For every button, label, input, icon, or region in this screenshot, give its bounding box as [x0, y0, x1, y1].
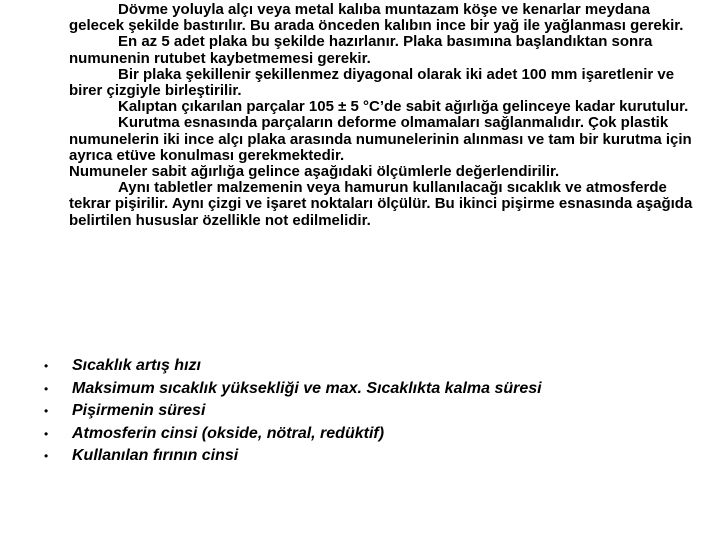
- list-item: [0, 445, 720, 468]
- bullet-icon: •: [44, 426, 49, 441]
- paragraph-1: Dövme yoluyla alçı veya metal kalıba muntazam köşe ve kenarlar meydana gelecek şekilde bastırılır. Bu arada önceden kalıbın ince bir yağ ile yağlanması gerekir.: [69, 1, 684, 35]
- paragraph-4: Kalıptan çıkarılan parçalar 105 ± 5 °C’de sabit ağırlığa gelinceye kadar kurutulur.: [118, 98, 689, 116]
- bullet-text: Atmosferin cinsi (okside, nötral, redüktif): [72, 424, 385, 442]
- bullet-text: Pişirmenin süresi: [72, 402, 206, 419]
- bullet-text: Sıcaklık artış hızı: [72, 357, 201, 374]
- paragraph-7: Aynı tabletler malzemenin veya hamurun kullanılacağı sıcaklık ve atmosferde tekrar pişirilir. Aynı çizgi ve işaret noktaları ölçülür. Bu ikinci pişirme esnasında aşağıda belirtilen hususlar özellikle not edilmelidir.: [69, 179, 693, 229]
- list-item: [0, 400, 720, 423]
- list-item: [0, 355, 720, 378]
- paragraph-2: En az 5 adet plaka bu şekilde hazırlanır. Plaka basımına başlandıktan sonra numunenin rutubet kaybetmemesi gerekir.: [69, 33, 653, 67]
- list-item: [0, 423, 720, 446]
- paragraph-3: Bir plaka şekillenir şekillenmez diyagonal olarak iki adet 100 mm işaretlenir ve birer çizgiyle birleştirilir.: [69, 65, 675, 100]
- paragraph-5: Kurutma esnasında parçaların deforme olmamaları sağlanmalıdır. Çok plastik numunelerin iki ince alçı plaka arasında numunelerinin alınması ve tam bir kurutma için ayrıca etüve konulması gerekmektedir.: [69, 114, 692, 164]
- body-text: [69, 2, 697, 229]
- bullet-icon: •: [44, 449, 49, 463]
- bullet-text: Maksimum sıcaklık yüksekliği ve max. Sıcaklıkta kalma süresi: [72, 379, 542, 397]
- bullet-text: Kullanılan fırının cinsi: [72, 447, 239, 464]
- bullet-icon: •: [44, 359, 49, 373]
- paragraph-6: Numuneler sabit ağırlığa gelince aşağıdaki ölçümlerle değerlendirilir.: [69, 163, 560, 181]
- list-item: [0, 378, 720, 401]
- bullet-list: [0, 355, 720, 468]
- bullet-icon: •: [44, 404, 49, 418]
- bullet-icon: •: [44, 381, 49, 396]
